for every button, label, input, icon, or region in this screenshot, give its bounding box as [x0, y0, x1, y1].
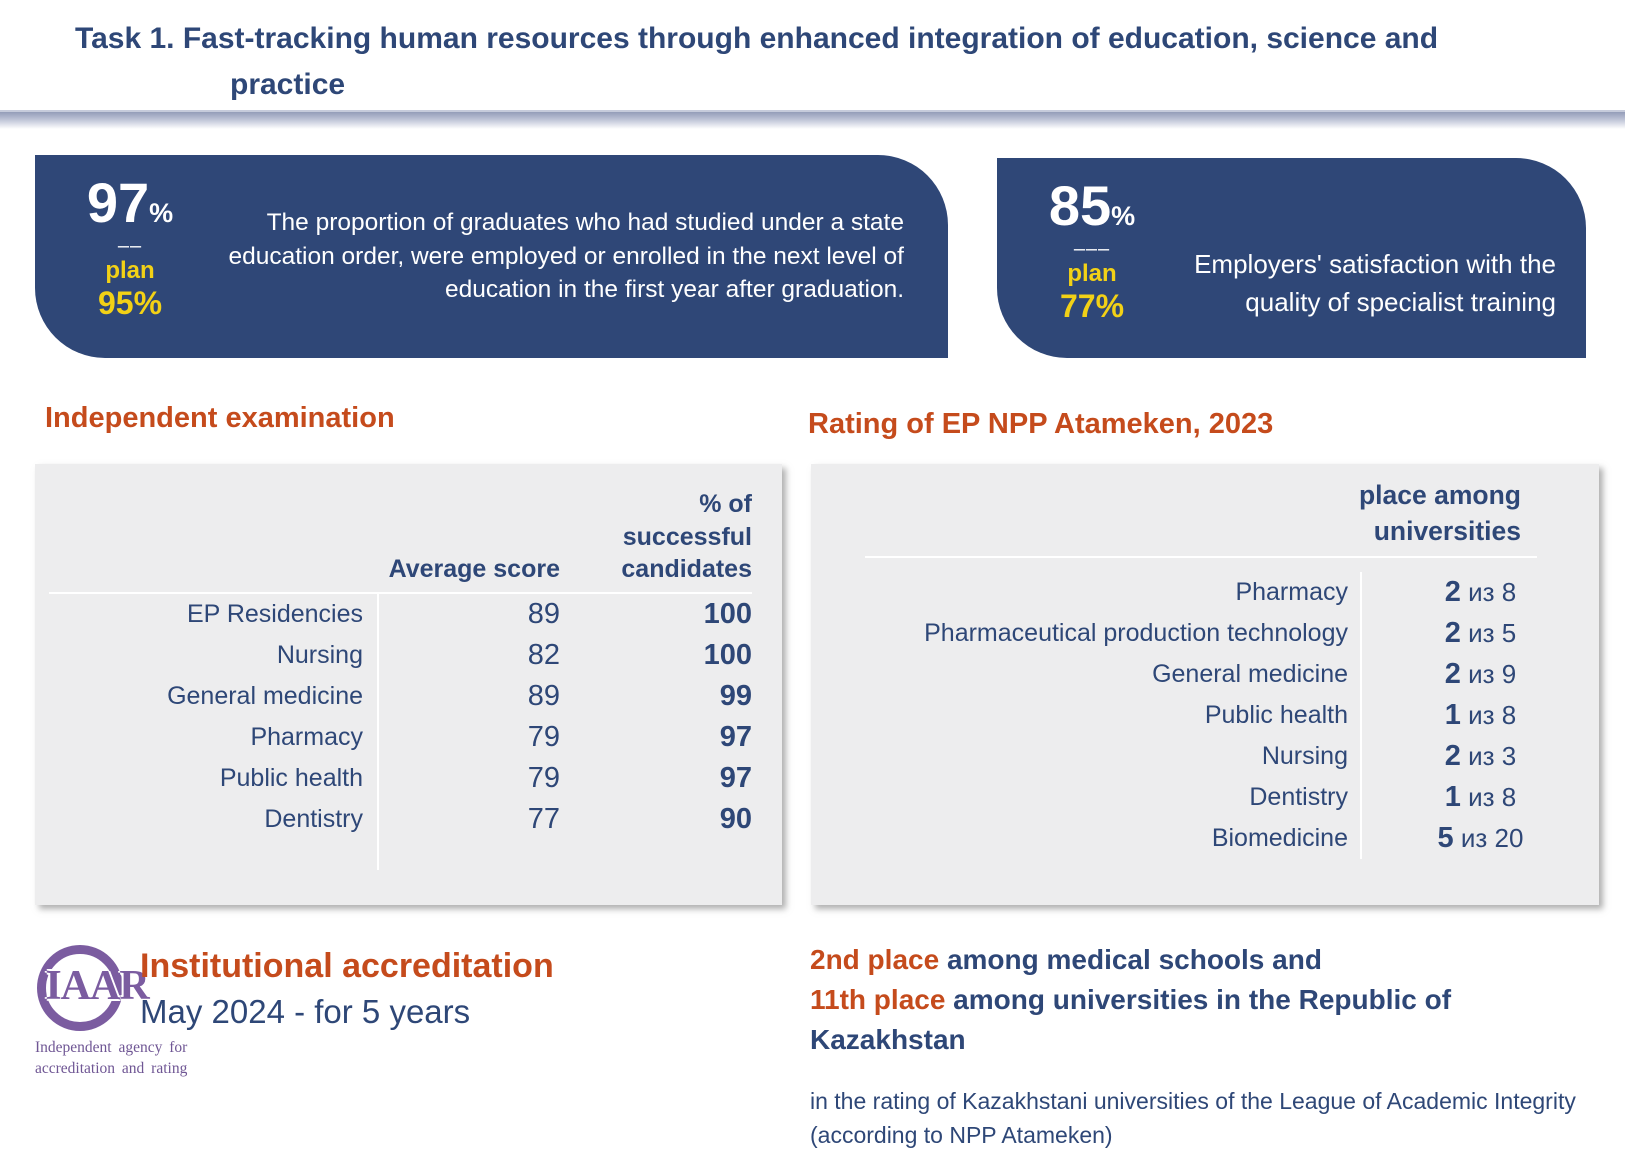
exam-table-header	[49, 488, 752, 594]
row-average: 79	[527, 720, 560, 753]
table-row	[49, 758, 752, 799]
row-percent: 99	[719, 679, 752, 712]
rating-header-rule	[865, 556, 1537, 558]
table-row	[825, 695, 1599, 736]
row-average: 89	[527, 679, 560, 712]
place-of: из 8	[1468, 781, 1517, 812]
row-label: Pharmacy	[825, 572, 1362, 613]
table-row	[49, 799, 752, 840]
kpi-plan-value: 95%	[97, 285, 163, 322]
page-title-line2: practice	[230, 68, 346, 101]
rating-table-body	[825, 572, 1599, 859]
place-number: 1	[1444, 698, 1461, 731]
summary-line-2	[810, 980, 1600, 1060]
rating-section-heading: Rating of EP NPP Atameken, 2023	[808, 408, 1274, 440]
table-row	[825, 613, 1599, 654]
ranking-summary	[810, 940, 1600, 1152]
row-place	[1362, 699, 1599, 732]
accreditation-heading: Institutional accreditation	[140, 947, 554, 985]
kpi-plan-label: plan	[105, 257, 155, 284]
row-percent: 90	[719, 802, 752, 835]
table-row	[825, 654, 1599, 695]
row-label: Public health	[825, 695, 1362, 736]
exam-col-empty	[49, 488, 379, 586]
kpi-unit: %	[149, 198, 174, 228]
row-label: EP Residencies	[49, 594, 379, 635]
table-row	[49, 594, 752, 635]
summary-highlight-1: 2nd place	[810, 944, 940, 975]
rating-table-header	[825, 478, 1599, 550]
place-of: из 3	[1468, 740, 1517, 771]
row-percent: 97	[719, 761, 752, 794]
row-average: 79	[527, 761, 560, 794]
row-label: Biomedicine	[825, 818, 1362, 859]
summary-rest-2: among universities in the Republic of Kazakhstan	[810, 984, 1452, 1055]
kpi-number: 97	[86, 171, 150, 234]
place-of: из 20	[1460, 822, 1524, 853]
table-row	[49, 635, 752, 676]
row-average: 77	[527, 802, 560, 835]
table-row	[825, 777, 1599, 818]
place-number: 2	[1444, 616, 1461, 649]
table-row	[49, 676, 752, 717]
row-label: Nursing	[825, 736, 1362, 777]
row-place	[1362, 822, 1599, 855]
kpi-banner-employers	[997, 158, 1586, 358]
row-label: Dentistry	[49, 799, 379, 840]
kpi-plan-value: 77%	[1059, 288, 1125, 325]
place-of: из 8	[1468, 576, 1517, 607]
summary-note-line1: in the rating of Kazakhstani universities of the League of Academic Integrity	[810, 1088, 1576, 1114]
iaar-logo-text: IAAR	[45, 963, 149, 1009]
summary-note-line2: (according to NPP Atameken)	[810, 1122, 1113, 1148]
row-place	[1362, 740, 1599, 773]
place-number: 2	[1444, 657, 1461, 690]
rating-col-place: place among universities	[1359, 480, 1521, 546]
place-number: 1	[1444, 780, 1461, 813]
place-of: из 9	[1468, 658, 1517, 689]
exam-panel	[35, 464, 782, 905]
place-number: 2	[1444, 575, 1461, 608]
accreditation-block	[140, 946, 554, 1031]
table-row	[825, 818, 1599, 859]
summary-highlight-2: 11th place	[810, 984, 946, 1015]
kpi-value-block	[35, 155, 205, 358]
row-label: General medicine	[825, 654, 1362, 695]
kpi-value	[1048, 174, 1136, 237]
table-row	[825, 736, 1599, 777]
row-average: 89	[527, 597, 560, 630]
place-number: 5	[1437, 821, 1454, 854]
kpi-value	[86, 171, 174, 234]
row-place	[1362, 576, 1599, 609]
row-label: Dentistry	[825, 777, 1362, 818]
kpi-separator: ––	[117, 235, 143, 257]
table-spacer-row	[49, 840, 752, 870]
place-of: из 5	[1468, 617, 1517, 648]
kpi-plan-label: plan	[1067, 260, 1117, 287]
table-row	[825, 572, 1599, 613]
page-title: Task 1. Fast-tracking human resources through enhanced integration of education, science and	[75, 22, 1439, 55]
spacer-cell	[49, 840, 379, 870]
row-label: General medicine	[49, 676, 379, 717]
iaar-caption-line2: accreditation and rating	[35, 1060, 188, 1077]
row-place	[1362, 658, 1599, 691]
title-divider	[0, 110, 1625, 129]
kpi-unit: %	[1111, 201, 1136, 231]
row-percent: 100	[703, 597, 752, 630]
kpi-description: The proportion of graduates who had studied under a state education order, were employed or enrolled in the next level of education in the first year after graduation.	[228, 208, 904, 304]
row-average: 82	[527, 638, 560, 671]
exam-table	[35, 464, 782, 870]
accreditation-period: May 2024 - for 5 years	[140, 992, 471, 1030]
iaar-logo-caption	[35, 1037, 187, 1079]
kpi-separator: –––	[1073, 238, 1111, 260]
row-place	[1362, 617, 1599, 650]
kpi-value-block	[997, 158, 1167, 358]
row-percent: 100	[703, 638, 752, 671]
rating-panel	[811, 464, 1599, 905]
row-label: Nursing	[49, 635, 379, 676]
exam-section-heading: Independent examination	[45, 402, 395, 434]
kpi-description: Employers' satisfaction with the quality of specialist training	[1194, 249, 1556, 317]
exam-col-average-score: Average score	[388, 555, 560, 583]
kpi-number: 85	[1048, 174, 1112, 237]
row-label: Pharmacy	[49, 717, 379, 758]
iaar-caption-line1: Independent agency for	[35, 1039, 188, 1056]
summary-note	[810, 1084, 1600, 1152]
row-percent: 97	[719, 720, 752, 753]
row-label: Pharmaceutical production technology	[825, 613, 1362, 654]
rating-table	[811, 464, 1599, 859]
row-label: Public health	[49, 758, 379, 799]
place-of: из 8	[1468, 699, 1517, 730]
exam-col-successful: % of successful candidates	[621, 490, 752, 583]
place-number: 2	[1444, 739, 1461, 772]
row-place	[1362, 781, 1599, 814]
table-row	[49, 717, 752, 758]
summary-rest-1: among medical schools and	[939, 944, 1322, 975]
kpi-banner-graduates	[35, 155, 948, 358]
summary-line-1	[810, 940, 1600, 980]
